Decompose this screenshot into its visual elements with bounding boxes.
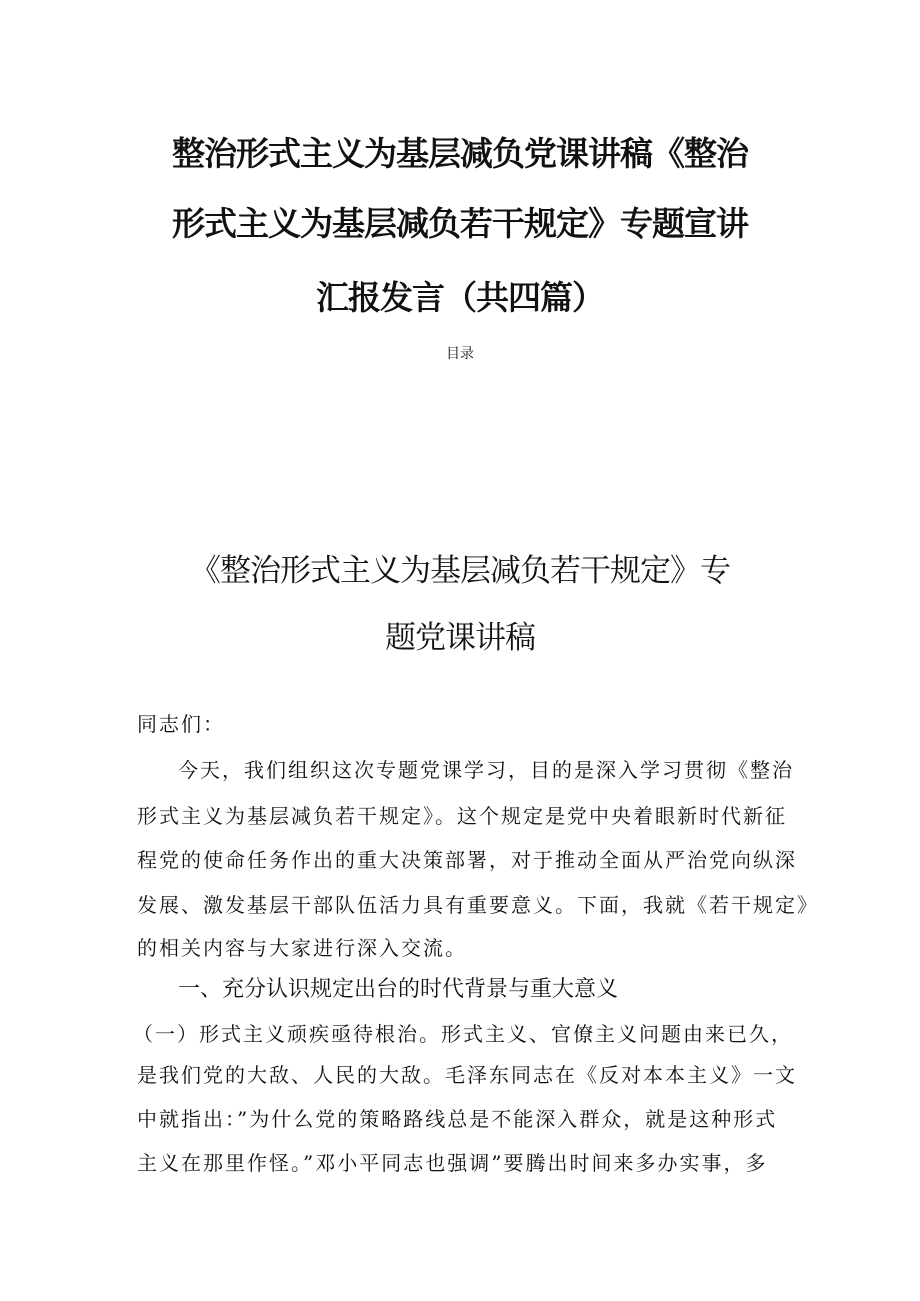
paragraph-1-line-3: 程党的使命任务作出的重大决策部署，对于推动全面从严治党向纵深 xyxy=(137,848,797,872)
document-title-line-2: 形式主义为基层减负若干规定》专题宣讲 xyxy=(172,204,748,243)
paragraph-2-line-1: （一）形式主义顽疾亟待根治。形式主义、官僚主义问题由来已久， xyxy=(133,1022,793,1046)
paragraph-2-line-2: 是我们党的大敌、人民的大敌。毛泽东同志在《反对本本主义》一文 xyxy=(137,1063,797,1087)
article-title-line-2: 题党课讲稿 xyxy=(385,620,535,656)
article-title-line-1: 《整治形式主义为基层减负若干规定》专 xyxy=(190,553,730,589)
paragraph-2-line-4: 主义在那里作怪。”邓小平同志也强调”要腾出时间来多办实事，多 xyxy=(137,1151,768,1175)
toc-label: 目录 xyxy=(446,346,474,362)
paragraph-1-line-1: 今天，我们组织这次专题党课学习，目的是深入学习贯彻《整治 xyxy=(178,758,794,782)
paragraph-1-line-2: 形式主义为基层减负若干规定》。这个规定是党中央着眼新时代新征 xyxy=(137,804,787,828)
paragraph-1-line-4: 发展、激发基层干部队伍活力具有重要意义。下面，我就《若干规定》 xyxy=(137,893,819,917)
paragraph-1-line-5: 的相关内容与大家进行深入交流。 xyxy=(137,936,467,960)
document-title-line-1: 整治形式主义为基层减负党课讲稿《整治 xyxy=(172,134,748,173)
greeting: 同志们： xyxy=(137,712,225,736)
document-title-line-3: 汇报发言（共四篇） xyxy=(316,278,604,317)
paragraph-2-line-3: 中就指出：”为什么党的策略路线总是不能深入群众，就是这种形式 xyxy=(137,1107,778,1131)
section-1-heading: 一、充分认识规定出台的时代背景与重大意义 xyxy=(178,977,619,1002)
